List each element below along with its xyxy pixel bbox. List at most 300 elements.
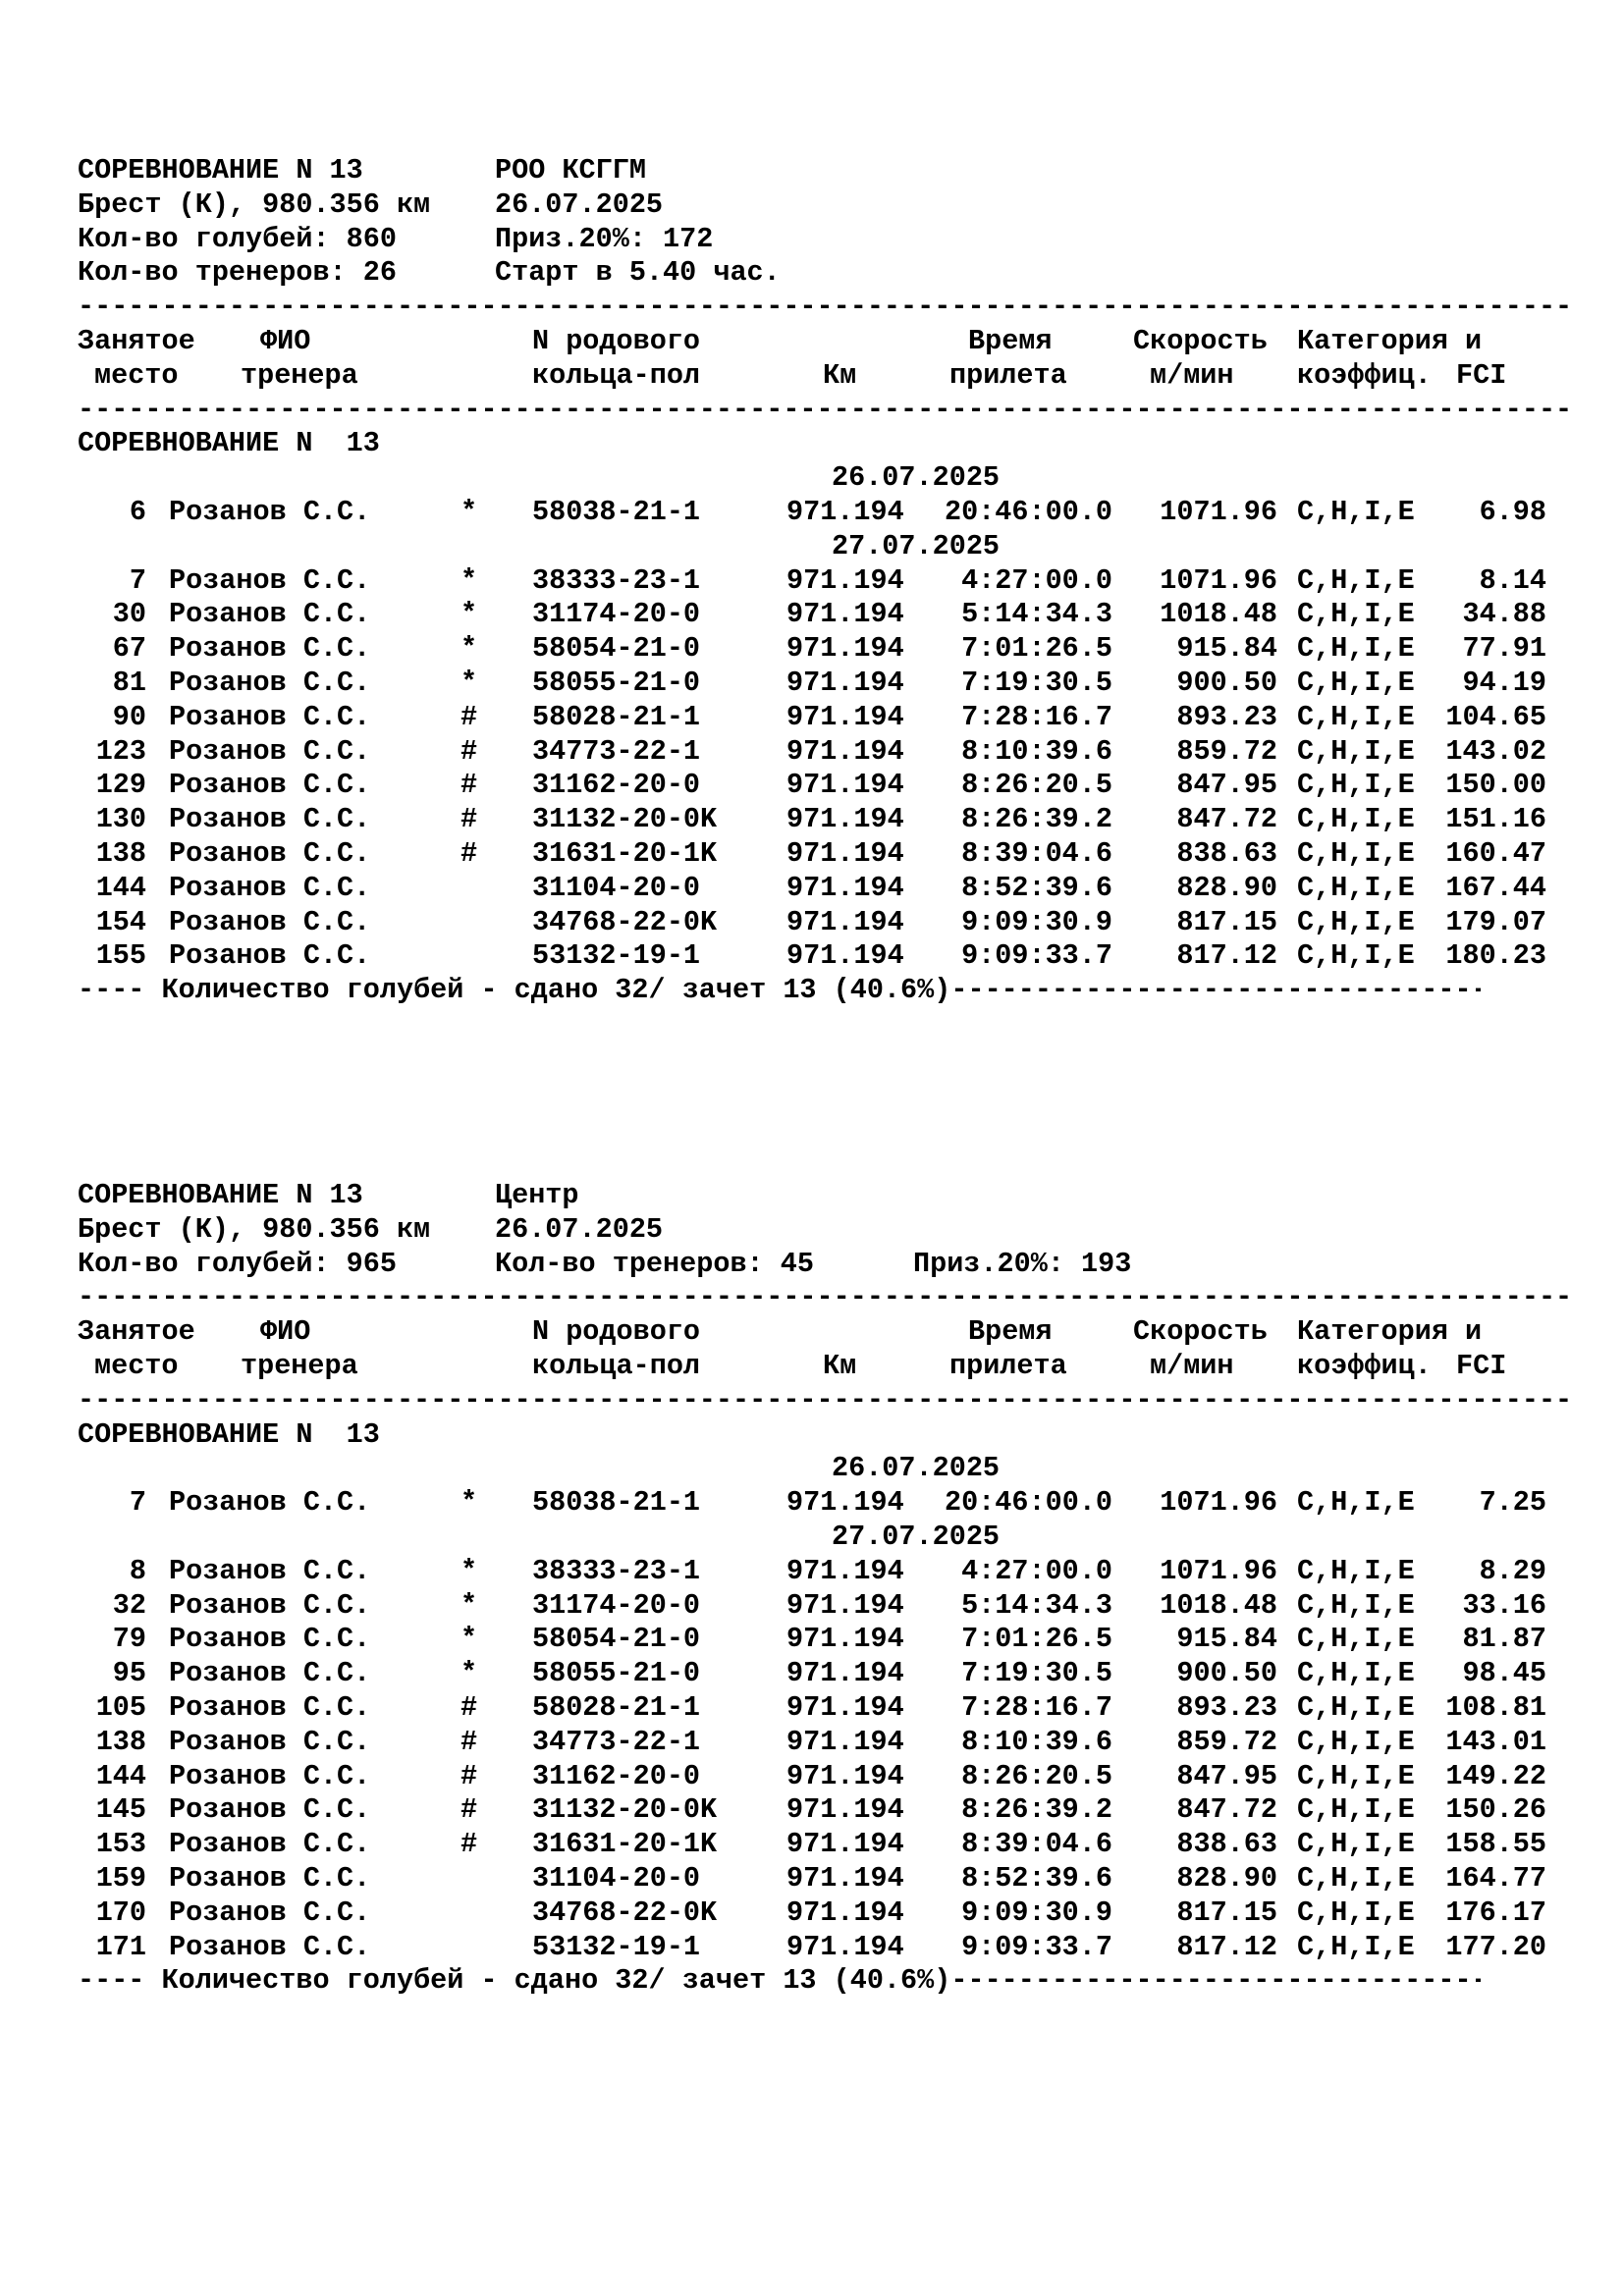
category-cell: C,H,I,E: [1297, 1930, 1415, 1963]
place-cell: 7: [129, 563, 146, 597]
place-cell: 154: [95, 905, 146, 938]
speed-cell: 900.50: [1176, 1657, 1277, 1690]
trainer-name-cell: Розанов С.С.: [169, 734, 371, 768]
arrival-time-cell: 7:01:26.5: [961, 632, 1112, 666]
competition-label: СОРЕВНОВАНИЕ N 13: [78, 1179, 363, 1211]
col-km-header: Км: [823, 358, 857, 392]
arrival-time-cell: 7:01:26.5: [961, 1623, 1112, 1656]
ring-number-cell: 58055-21-0: [532, 1657, 701, 1690]
coefficient-cell: 77.91: [1462, 632, 1546, 666]
ring-number-cell: 38333-23-1: [532, 563, 701, 597]
arrival-time-cell: 5:14:34.3: [961, 598, 1112, 631]
trainer-name-cell: Розанов С.С.: [169, 598, 371, 631]
coefficient-cell: 94.19: [1462, 666, 1546, 699]
coefficient-cell: 158.55: [1445, 1828, 1546, 1861]
arrival-time-cell: 7:19:30.5: [961, 666, 1112, 699]
ring-number-cell: 31162-20-0: [532, 769, 701, 802]
table-row: [78, 1691, 1570, 1726]
trainer-name-cell: Розанов С.С.: [169, 803, 371, 836]
date-group-label: 27.07.2025: [832, 529, 1001, 562]
place-cell: 130: [95, 803, 146, 836]
place-cell: 129: [95, 769, 146, 802]
category-cell: C,H,I,E: [1297, 769, 1415, 802]
mark-cell: #: [460, 1690, 478, 1724]
ring-number-cell: 31174-20-0: [532, 598, 701, 631]
release-place: Брест (К), 980.356 км: [78, 1212, 431, 1246]
category-cell: C,H,I,E: [1297, 1554, 1415, 1587]
category-cell: C,H,I,E: [1297, 939, 1415, 973]
ring-number-cell: 31174-20-0: [532, 1588, 701, 1622]
distance-cell: 971.194: [786, 769, 904, 802]
coefficient-cell: 98.45: [1462, 1657, 1546, 1690]
mark-cell: *: [460, 1657, 478, 1690]
trainer-name-cell: Розанов С.С.: [169, 905, 371, 938]
place-cell: 144: [95, 1759, 146, 1792]
table-row: [78, 1931, 1570, 1965]
distance-cell: 971.194: [786, 1828, 904, 1861]
col-place-header: Занятое: [78, 1315, 195, 1349]
date-group-label: 26.07.2025: [832, 1452, 1001, 1485]
distance-cell: 971.194: [786, 1793, 904, 1827]
trainer-name-cell: Розанов С.С.: [169, 1861, 371, 1895]
ring-number-cell: 58038-21-1: [532, 1486, 701, 1520]
col-name-header: ФИО: [260, 324, 311, 357]
distance-cell: 971.194: [786, 1861, 904, 1895]
ring-number-cell: 58055-21-0: [532, 666, 701, 699]
coefficient-cell: 34.88: [1462, 598, 1546, 631]
speed-cell: 1071.96: [1160, 1486, 1277, 1520]
table-row: [78, 1657, 1570, 1691]
table-row: [78, 939, 1570, 974]
category-cell: C,H,I,E: [1297, 734, 1415, 768]
place-cell: 170: [95, 1896, 146, 1929]
mark-cell: #: [460, 1759, 478, 1792]
table-row: [78, 1555, 1570, 1589]
ring-number-cell: 34768-22-0K: [532, 905, 718, 938]
coefficient-cell: 33.16: [1462, 1588, 1546, 1622]
col-ring-header: N родового: [532, 1315, 701, 1349]
arrival-time-cell: 9:09:33.7: [961, 939, 1112, 973]
trainer-name-cell: Розанов С.С.: [169, 836, 371, 870]
trainer-name-cell: Розанов С.С.: [169, 1930, 371, 1963]
distance-cell: 971.194: [786, 734, 904, 768]
col-name-header: ФИО: [260, 1315, 311, 1349]
ring-number-cell: 31132-20-0K: [532, 1793, 718, 1827]
trainer-name-cell: Розанов С.С.: [169, 1828, 371, 1861]
table-row: [78, 735, 1570, 770]
distance-cell: 971.194: [786, 666, 904, 699]
trainer-name-cell: Розанов С.С.: [169, 1554, 371, 1587]
column-headers-row-2: [78, 359, 1570, 394]
place-cell: 145: [95, 1793, 146, 1827]
date-group-label: 27.07.2025: [832, 1520, 1001, 1553]
col-ring-subheader: кольца-пол: [532, 358, 701, 392]
coefficient-cell: 6.98: [1479, 495, 1546, 528]
section-title: СОРЕВНОВАНИЕ N 13: [78, 427, 380, 460]
arrival-time-cell: 8:26:20.5: [961, 769, 1112, 802]
col-ring-header: N родового: [532, 324, 701, 357]
distance-cell: 971.194: [786, 1690, 904, 1724]
col-speed-subheader: м/мин: [1150, 1349, 1234, 1382]
coefficient-cell: 179.07: [1445, 905, 1546, 938]
place-cell: 144: [95, 871, 146, 904]
mark-cell: *: [460, 1486, 478, 1520]
trainer-name-cell: Розанов С.С.: [169, 871, 371, 904]
distance-cell: 971.194: [786, 700, 904, 733]
coefficient-cell: 7.25: [1479, 1486, 1546, 1520]
arrival-time-cell: 9:09:30.9: [961, 1896, 1112, 1929]
category-cell: C,H,I,E: [1297, 563, 1415, 597]
speed-cell: 893.23: [1176, 1690, 1277, 1724]
speed-cell: 915.84: [1176, 632, 1277, 666]
table-row: [78, 1793, 1570, 1828]
arrival-time-cell: 8:10:39.6: [961, 1725, 1112, 1758]
table-row: [78, 1862, 1570, 1896]
category-cell: C,H,I,E: [1297, 632, 1415, 666]
category-cell: C,H,I,E: [1297, 666, 1415, 699]
ring-number-cell: 31132-20-0K: [532, 803, 718, 836]
column-headers-row-1: [78, 325, 1570, 359]
trainer-name-cell: Розанов С.С.: [169, 1896, 371, 1929]
separator-line: [78, 394, 1570, 428]
ring-number-cell: 31104-20-0: [532, 1861, 701, 1895]
distance-cell: 971.194: [786, 871, 904, 904]
mark-cell: #: [460, 734, 478, 768]
distance-cell: 971.194: [786, 1588, 904, 1622]
ring-number-cell: 31631-20-1K: [532, 836, 718, 870]
category-cell: C,H,I,E: [1297, 1793, 1415, 1827]
coefficient-cell: 151.16: [1445, 803, 1546, 836]
ring-number-cell: 53132-19-1: [532, 939, 701, 973]
table-row: [78, 496, 1570, 530]
ring-number-cell: 58028-21-1: [532, 700, 701, 733]
summary-footer: ---- Количество голубей - сдано 32/ зачет 13 (40.6%) -----: [78, 974, 1570, 1008]
speed-cell: 838.63: [1176, 836, 1277, 870]
trainer-count: Кол-во тренеров: 26: [78, 256, 397, 290]
column-headers-row-1: [78, 1315, 1570, 1350]
trainer-name-cell: Розанов С.С.: [169, 1759, 371, 1792]
start-time: Старт в 5.40 час.: [495, 256, 781, 290]
ring-number-cell: 34768-22-0K: [532, 1896, 718, 1929]
speed-cell: 828.90: [1176, 1861, 1277, 1895]
distance-cell: 971.194: [786, 1554, 904, 1587]
ring-number-cell: 34773-22-1: [532, 1725, 701, 1758]
mark-cell: *: [460, 1623, 478, 1656]
separator-line: [78, 1281, 1570, 1315]
mark-cell: #: [460, 1793, 478, 1827]
category-cell: C,H,I,E: [1297, 1588, 1415, 1622]
competition-label: СОРЕВНОВАНИЕ N 13: [78, 154, 363, 187]
col-category-subheader: коэффиц.: [1297, 358, 1432, 392]
category-cell: C,H,I,E: [1297, 905, 1415, 938]
coefficient-cell: 8.14: [1479, 563, 1546, 597]
prize-count: Приз.20%: 193: [913, 1247, 1132, 1280]
mark-cell: #: [460, 1725, 478, 1758]
mark-cell: #: [460, 769, 478, 802]
coefficient-cell: 177.20: [1445, 1930, 1546, 1963]
col-speed-header: Скорость: [1133, 1315, 1268, 1349]
table-row: [78, 667, 1570, 701]
trainer-name-cell: Розанов С.С.: [169, 1486, 371, 1520]
table-row: [78, 837, 1570, 872]
place-cell: 7: [129, 1486, 146, 1520]
arrival-time-cell: 20:46:00.0: [944, 495, 1112, 528]
trainer-name-cell: Розанов С.С.: [169, 1657, 371, 1690]
arrival-time-cell: 8:26:20.5: [961, 1759, 1112, 1792]
distance-cell: 971.194: [786, 1623, 904, 1656]
col-fci-header: FCI: [1456, 358, 1507, 392]
category-cell: C,H,I,E: [1297, 1828, 1415, 1861]
place-cell: 67: [112, 632, 146, 666]
category-cell: C,H,I,E: [1297, 700, 1415, 733]
category-cell: C,H,I,E: [1297, 836, 1415, 870]
coefficient-cell: 108.81: [1445, 1690, 1546, 1724]
place-cell: 155: [95, 939, 146, 973]
speed-cell: 847.72: [1176, 1793, 1277, 1827]
table-row: [78, 1896, 1570, 1931]
trainer-name-cell: Розанов С.С.: [169, 1793, 371, 1827]
arrival-time-cell: 20:46:00.0: [944, 1486, 1112, 1520]
distance-cell: 971.194: [786, 1486, 904, 1520]
place-cell: 32: [112, 1588, 146, 1622]
column-headers-row-2: [78, 1350, 1570, 1384]
col-time-header: Время: [968, 324, 1053, 357]
speed-cell: 817.12: [1176, 939, 1277, 973]
arrival-time-cell: 8:26:39.2: [961, 1793, 1112, 1827]
speed-cell: 1071.96: [1160, 1554, 1277, 1587]
speed-cell: 1071.96: [1160, 563, 1277, 597]
ring-number-cell: 58054-21-0: [532, 1623, 701, 1656]
table-row: [78, 1726, 1570, 1760]
arrival-time-cell: 7:28:16.7: [961, 700, 1112, 733]
coefficient-cell: 143.01: [1445, 1725, 1546, 1758]
category-cell: C,H,I,E: [1297, 1759, 1415, 1792]
table-row: [78, 803, 1570, 837]
table-row: [78, 1486, 1570, 1521]
ring-number-cell: 31162-20-0: [532, 1759, 701, 1792]
category-cell: C,H,I,E: [1297, 1725, 1415, 1758]
ring-number-cell: 31104-20-0: [532, 871, 701, 904]
place-cell: 171: [95, 1930, 146, 1963]
table-row: [78, 701, 1570, 735]
col-speed-subheader: м/мин: [1150, 358, 1234, 392]
category-cell: C,H,I,E: [1297, 598, 1415, 631]
distance-cell: 971.194: [786, 803, 904, 836]
organization-name: РОО КСГГМ: [495, 154, 646, 187]
speed-cell: 900.50: [1176, 666, 1277, 699]
speed-cell: 1071.96: [1160, 495, 1277, 528]
coefficient-cell: 149.22: [1445, 1759, 1546, 1792]
distance-cell: 971.194: [786, 563, 904, 597]
table-row: [78, 872, 1570, 906]
mark-cell: *: [460, 1588, 478, 1622]
col-ring-subheader: кольца-пол: [532, 1349, 701, 1382]
coefficient-cell: 167.44: [1445, 871, 1546, 904]
mark-cell: *: [460, 632, 478, 666]
organization-name: Центр: [495, 1179, 579, 1211]
distance-cell: 971.194: [786, 598, 904, 631]
release-date: 26.07.2025: [495, 1212, 664, 1246]
ring-number-cell: 58028-21-1: [532, 1690, 701, 1724]
table-row: [78, 1589, 1570, 1624]
table-row: [78, 1623, 1570, 1657]
arrival-time-cell: 8:26:39.2: [961, 803, 1112, 836]
coefficient-cell: 160.47: [1445, 836, 1546, 870]
coefficient-cell: 8.29: [1479, 1554, 1546, 1587]
coefficient-cell: 176.17: [1445, 1896, 1546, 1929]
col-km-header: Км: [823, 1349, 857, 1382]
distance-cell: 971.194: [786, 1657, 904, 1690]
report-1: [78, 154, 1570, 1008]
place-cell: 138: [95, 1725, 146, 1758]
mark-cell: *: [460, 666, 478, 699]
distance-cell: 971.194: [786, 632, 904, 666]
prize-count: Приз.20%: 172: [495, 222, 714, 255]
speed-cell: 859.72: [1176, 1725, 1277, 1758]
arrival-time-cell: 8:52:39.6: [961, 1861, 1112, 1895]
col-time-subheader: прилета: [949, 358, 1067, 392]
separator-line: [78, 1384, 1570, 1418]
place-cell: 81: [112, 666, 146, 699]
speed-cell: 859.72: [1176, 734, 1277, 768]
place-cell: 153: [95, 1828, 146, 1861]
col-place-subheader: место: [94, 1349, 179, 1382]
distance-cell: 971.194: [786, 1930, 904, 1963]
mark-cell: #: [460, 803, 478, 836]
separator-line: [78, 291, 1570, 325]
place-cell: 30: [112, 598, 146, 631]
col-place-subheader: место: [94, 358, 179, 392]
category-cell: C,H,I,E: [1297, 1623, 1415, 1656]
table-row: [78, 598, 1570, 632]
release-place: Брест (К), 980.356 км: [78, 187, 431, 221]
speed-cell: 847.95: [1176, 769, 1277, 802]
category-cell: C,H,I,E: [1297, 1690, 1415, 1724]
report-2: [78, 1179, 1570, 1999]
place-cell: 105: [95, 1690, 146, 1724]
col-place-header: Занятое: [78, 324, 195, 357]
category-cell: C,H,I,E: [1297, 1896, 1415, 1929]
table-row: [78, 632, 1570, 667]
arrival-time-cell: 7:28:16.7: [961, 1690, 1112, 1724]
col-time-subheader: прилета: [949, 1349, 1067, 1382]
ring-number-cell: 31631-20-1K: [532, 1828, 718, 1861]
speed-cell: 817.15: [1176, 905, 1277, 938]
distance-cell: 971.194: [786, 939, 904, 973]
trainer-name-cell: Розанов С.С.: [169, 1588, 371, 1622]
speed-cell: 915.84: [1176, 1623, 1277, 1656]
category-cell: C,H,I,E: [1297, 495, 1415, 528]
place-cell: 95: [112, 1657, 146, 1690]
place-cell: 123: [95, 734, 146, 768]
col-category-header: Категория и: [1297, 324, 1483, 357]
mark-cell: *: [460, 1554, 478, 1587]
speed-cell: 828.90: [1176, 871, 1277, 904]
mark-cell: *: [460, 563, 478, 597]
arrival-time-cell: 4:27:00.0: [961, 1554, 1112, 1587]
col-speed-header: Скорость: [1133, 324, 1268, 357]
col-fci-header: FCI: [1456, 1349, 1507, 1382]
speed-cell: 893.23: [1176, 700, 1277, 733]
speed-cell: 1018.48: [1160, 1588, 1277, 1622]
arrival-time-cell: 8:52:39.6: [961, 871, 1112, 904]
speed-cell: 847.95: [1176, 1759, 1277, 1792]
ring-number-cell: 38333-23-1: [532, 1554, 701, 1587]
distance-cell: 971.194: [786, 1759, 904, 1792]
category-cell: C,H,I,E: [1297, 803, 1415, 836]
distance-cell: 971.194: [786, 495, 904, 528]
results-rows: [78, 1452, 1570, 1964]
bird-count: Кол-во голубей: 860: [78, 222, 397, 255]
arrival-time-cell: 8:39:04.6: [961, 1828, 1112, 1861]
coefficient-cell: 104.65: [1445, 700, 1546, 733]
col-time-header: Время: [968, 1315, 1053, 1349]
distance-cell: 971.194: [786, 836, 904, 870]
mark-cell: #: [460, 700, 478, 733]
mark-cell: *: [460, 495, 478, 528]
mark-cell: *: [460, 598, 478, 631]
col-name-subheader: тренера: [241, 1349, 358, 1382]
coefficient-cell: 180.23: [1445, 939, 1546, 973]
trainer-name-cell: Розанов С.С.: [169, 1690, 371, 1724]
trainer-name-cell: Розанов С.С.: [169, 563, 371, 597]
place-cell: 8: [129, 1554, 146, 1587]
trainer-count: Кол-во тренеров: 45: [495, 1247, 814, 1280]
trainer-name-cell: Розанов С.С.: [169, 1623, 371, 1656]
coefficient-cell: 143.02: [1445, 734, 1546, 768]
section-title: СОРЕВНОВАНИЕ N 13: [78, 1417, 380, 1451]
place-cell: 6: [129, 495, 146, 528]
trainer-name-cell: Розанов С.С.: [169, 632, 371, 666]
arrival-time-cell: 8:10:39.6: [961, 734, 1112, 768]
ring-number-cell: 34773-22-1: [532, 734, 701, 768]
mark-cell: #: [460, 1828, 478, 1861]
summary-footer: ---- Количество голубей - сдано 32/ зачет 13 (40.6%) -----: [78, 1964, 1570, 1999]
speed-cell: 838.63: [1176, 1828, 1277, 1861]
trainer-name-cell: Розанов С.С.: [169, 939, 371, 973]
ring-number-cell: 58054-21-0: [532, 632, 701, 666]
place-cell: 138: [95, 836, 146, 870]
speed-cell: 847.72: [1176, 803, 1277, 836]
coefficient-cell: 150.00: [1445, 769, 1546, 802]
table-row: [78, 1828, 1570, 1862]
place-cell: 90: [112, 700, 146, 733]
coefficient-cell: 150.26: [1445, 1793, 1546, 1827]
coefficient-cell: 164.77: [1445, 1861, 1546, 1895]
date-group-label: 26.07.2025: [832, 461, 1001, 495]
table-row: [78, 1760, 1570, 1794]
trainer-name-cell: Розанов С.С.: [169, 1725, 371, 1758]
ring-number-cell: 53132-19-1: [532, 1930, 701, 1963]
coefficient-cell: 81.87: [1462, 1623, 1546, 1656]
category-cell: C,H,I,E: [1297, 871, 1415, 904]
trainer-name-cell: Розанов С.С.: [169, 700, 371, 733]
speed-cell: 817.15: [1176, 1896, 1277, 1929]
ring-number-cell: 58038-21-1: [532, 495, 701, 528]
category-cell: C,H,I,E: [1297, 1657, 1415, 1690]
category-cell: C,H,I,E: [1297, 1861, 1415, 1895]
col-name-subheader: тренера: [241, 358, 358, 392]
table-row: [78, 564, 1570, 599]
table-row: [78, 906, 1570, 940]
col-category-subheader: коэффиц.: [1297, 1349, 1432, 1382]
table-row: [78, 769, 1570, 803]
col-category-header: Категория и: [1297, 1315, 1483, 1349]
trainer-name-cell: Розанов С.С.: [169, 495, 371, 528]
trainer-name-cell: Розанов С.С.: [169, 769, 371, 802]
distance-cell: 971.194: [786, 905, 904, 938]
mark-cell: #: [460, 836, 478, 870]
